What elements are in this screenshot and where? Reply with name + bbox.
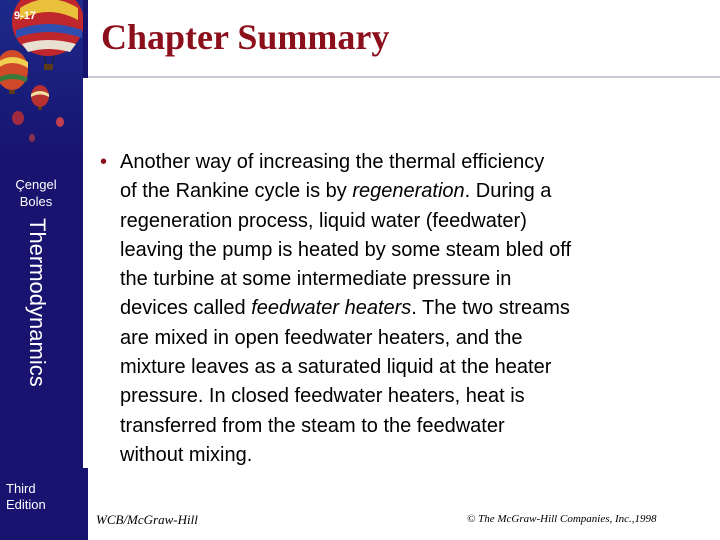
author-cengel: Çengel — [15, 177, 57, 192]
body-line — [120, 207, 712, 236]
body-line-text: pressure. In closed feedwater heaters, heat is — [120, 385, 525, 408]
body-line — [120, 412, 712, 441]
footer-copyright: © The McGraw-Hill Companies, Inc.,1998 — [467, 513, 657, 525]
edition-line-1: Third — [6, 481, 36, 496]
body-line — [120, 353, 712, 382]
book-title-text: Thermodynamics — [25, 218, 50, 387]
body-line — [120, 294, 712, 323]
bullet-list — [100, 148, 712, 470]
body-line-text: the turbine at some intermediate pressure in — [120, 268, 512, 291]
body-line — [120, 324, 712, 353]
body-line — [120, 441, 712, 470]
emphasized-term: feedwater heaters — [251, 297, 412, 320]
body-line-text: mixture leaves as a saturated liquid at the heater — [120, 356, 552, 379]
bullet-text — [120, 148, 712, 470]
body-line — [120, 236, 712, 265]
authors — [0, 176, 72, 210]
edition-line-2: Edition — [6, 497, 46, 512]
title-divider — [88, 76, 720, 78]
body-line — [120, 382, 712, 411]
slide-title: Chapter Summary — [101, 17, 390, 57]
edition-label — [6, 481, 46, 513]
body-line-text: Another way of increasing the thermal efficiency — [120, 151, 545, 173]
footer-publisher: WCB/McGraw-Hill — [96, 512, 198, 527]
body-line-text: are mixed in open feedwater heaters, and the — [120, 326, 523, 349]
body-line-text: . The two streams — [411, 297, 570, 320]
top-rule — [83, 0, 88, 78]
body-line-text: devices called — [120, 297, 252, 320]
slide-number: 9-17 — [14, 10, 37, 22]
body-line — [120, 265, 712, 294]
emphasized-term: regeneration — [352, 180, 465, 203]
body-line — [120, 177, 712, 206]
body-line-text: without mixing. — [120, 443, 253, 466]
body-line-text: of the Rankine cycle is by — [120, 180, 353, 203]
book-title — [22, 218, 50, 463]
bottom-rule — [83, 468, 88, 540]
body-line-text: regeneration process, liquid water (feedwater) — [120, 209, 527, 232]
body-line-text: leaving the pump is heated by some steam bled off — [120, 238, 572, 261]
hot-air-balloons-image — [0, 0, 83, 160]
body-line-text: . During a — [464, 180, 552, 203]
body-line — [120, 148, 712, 177]
sidebar — [0, 0, 83, 540]
bullet-icon: • — [100, 151, 108, 173]
author-boles: Boles — [19, 194, 53, 209]
body-line-text: transferred from the steam to the feedwater — [120, 414, 505, 437]
